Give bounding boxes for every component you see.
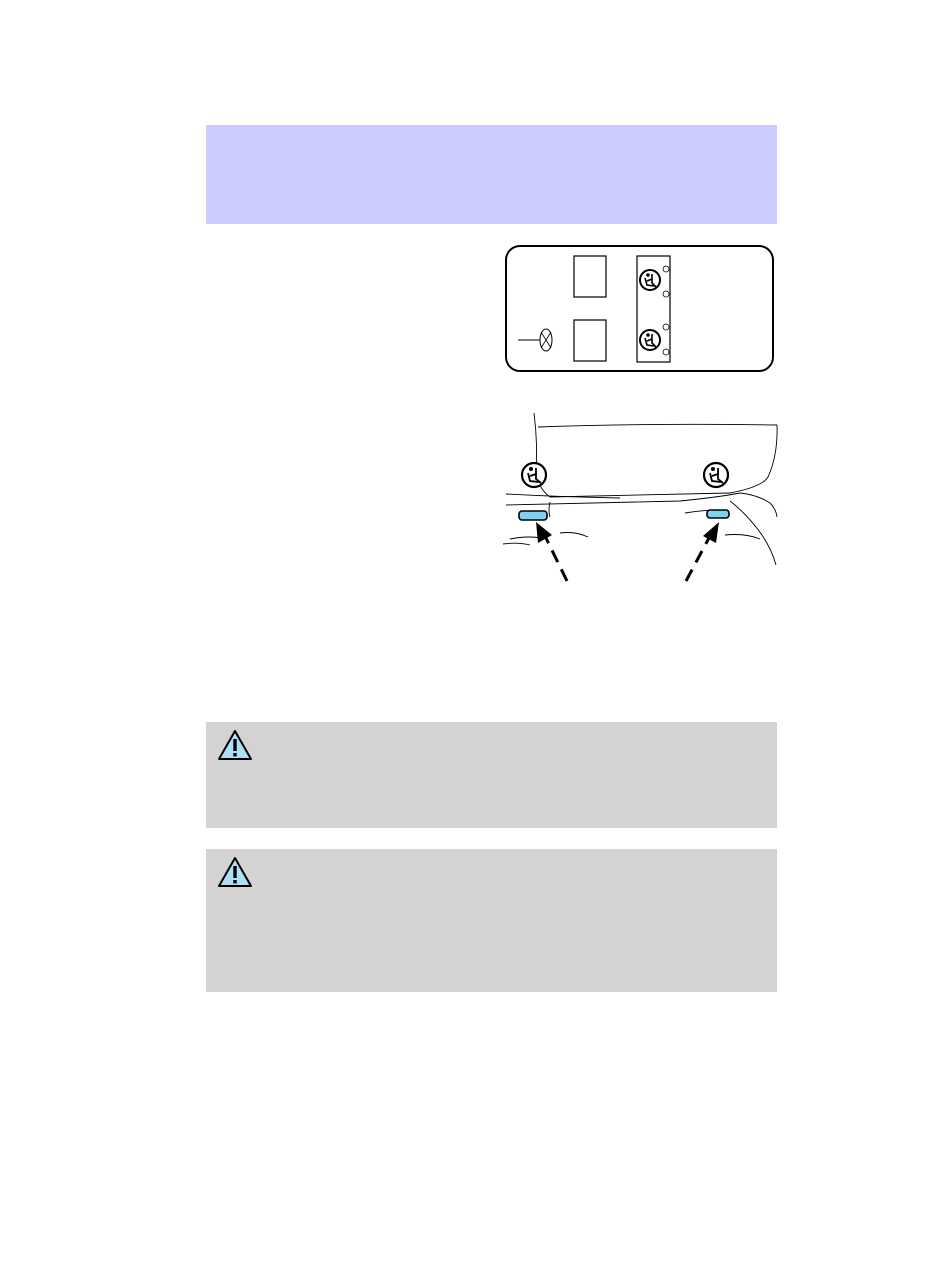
seat-anchor-illustration xyxy=(500,405,780,590)
anchor-label-diagram xyxy=(504,244,776,374)
arrow-right-shaft xyxy=(686,536,710,581)
marker-dot xyxy=(663,349,669,355)
warning-triangle-icon xyxy=(217,856,253,888)
marker-dot xyxy=(663,266,669,272)
lower-square xyxy=(574,320,606,361)
warning-box xyxy=(206,849,777,992)
arrow-right-head xyxy=(703,522,719,543)
upper-square xyxy=(574,256,606,297)
child-seat-anchor-icon xyxy=(640,330,660,350)
arrow-left-head xyxy=(536,522,552,543)
lower-anchor-left xyxy=(519,511,547,520)
warning-box xyxy=(206,722,777,828)
warning-triangle-icon xyxy=(217,729,253,761)
marker-dot xyxy=(663,291,669,297)
marker-dot xyxy=(663,324,669,330)
seat-outline xyxy=(503,413,777,565)
bulb-icon xyxy=(540,329,552,351)
lower-anchor-right xyxy=(707,510,729,518)
arrow-left-shaft xyxy=(545,536,567,581)
child-seat-anchor-icon xyxy=(522,463,546,487)
child-seat-anchor-icon xyxy=(640,270,660,290)
header-band xyxy=(206,125,777,224)
child-seat-anchor-icon xyxy=(704,463,728,487)
